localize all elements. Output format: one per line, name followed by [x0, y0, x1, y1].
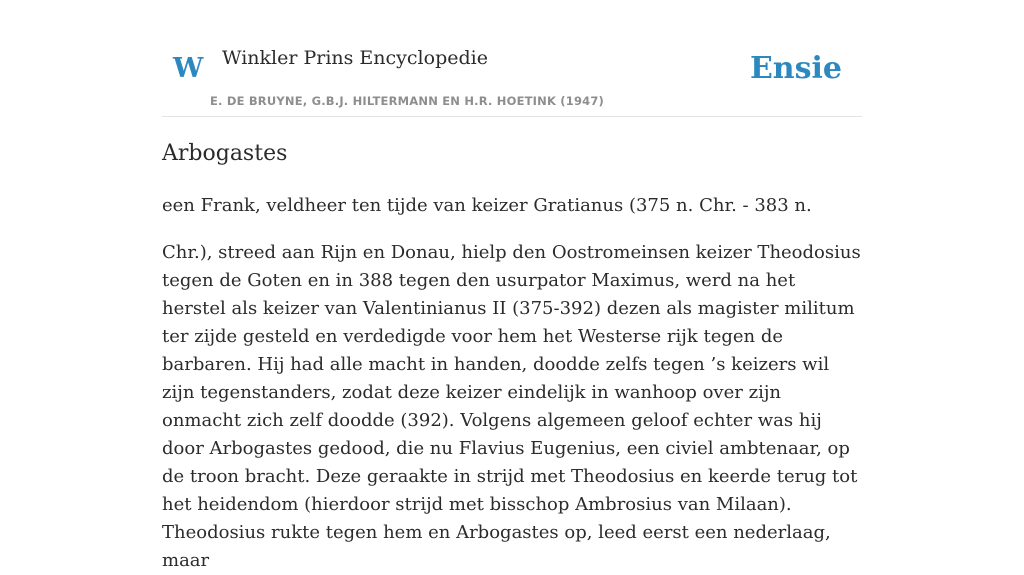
source-authors: E. DE BRUYNE, G.B.J. HILTERMANN EN H.R. HOETINK (1947) — [210, 94, 605, 108]
article-paragraph: Chr.), streed aan Rijn en Donau, hielp den Oostromeinsen keizer Theodosius tegen de Goten en in 388 tegen den usurpator Maximus, werd na het herstel als keizer van Valentinianus II (375-392) dezen als magister militum ter zijde gesteld en verdedigde voor hem het Westerse rijk tegen de barbaren. Hij had alle macht in handen, doodde zelfs tegen ’s keizers wil zijn tegenstanders, zodat deze keizer eindelijk in wanhoop over zijn onmacht zich zelf doodde (392). Volgens algemeen geloof echter was hij door Arbogastes gedood, die nu Flavius Eugenius, een civiel ambtenaar, op de troon bracht. Deze geraakte in strijd met Theodosius en keerde terug tot het heidendom (hierdoor strijd met bisschop Ambrosius van Milaan). Theodosius rukte tegen hem en Arbogastes op, leed eerst een nederlaag, maar — [162, 242, 861, 571]
article-paragraph: een Frank, veldheer ten tijde van keizer Gratianus (375 n. Chr. - 383 n. — [162, 195, 812, 216]
page — [162, 0, 862, 571]
header — [162, 0, 862, 117]
brand-logo[interactable]: Ensie — [749, 51, 842, 86]
article-title: Arbogastes — [162, 141, 288, 166]
source-logo-icon[interactable]: W — [173, 53, 204, 84]
source-title[interactable]: Winkler Prins Encyclopedie — [222, 47, 488, 69]
